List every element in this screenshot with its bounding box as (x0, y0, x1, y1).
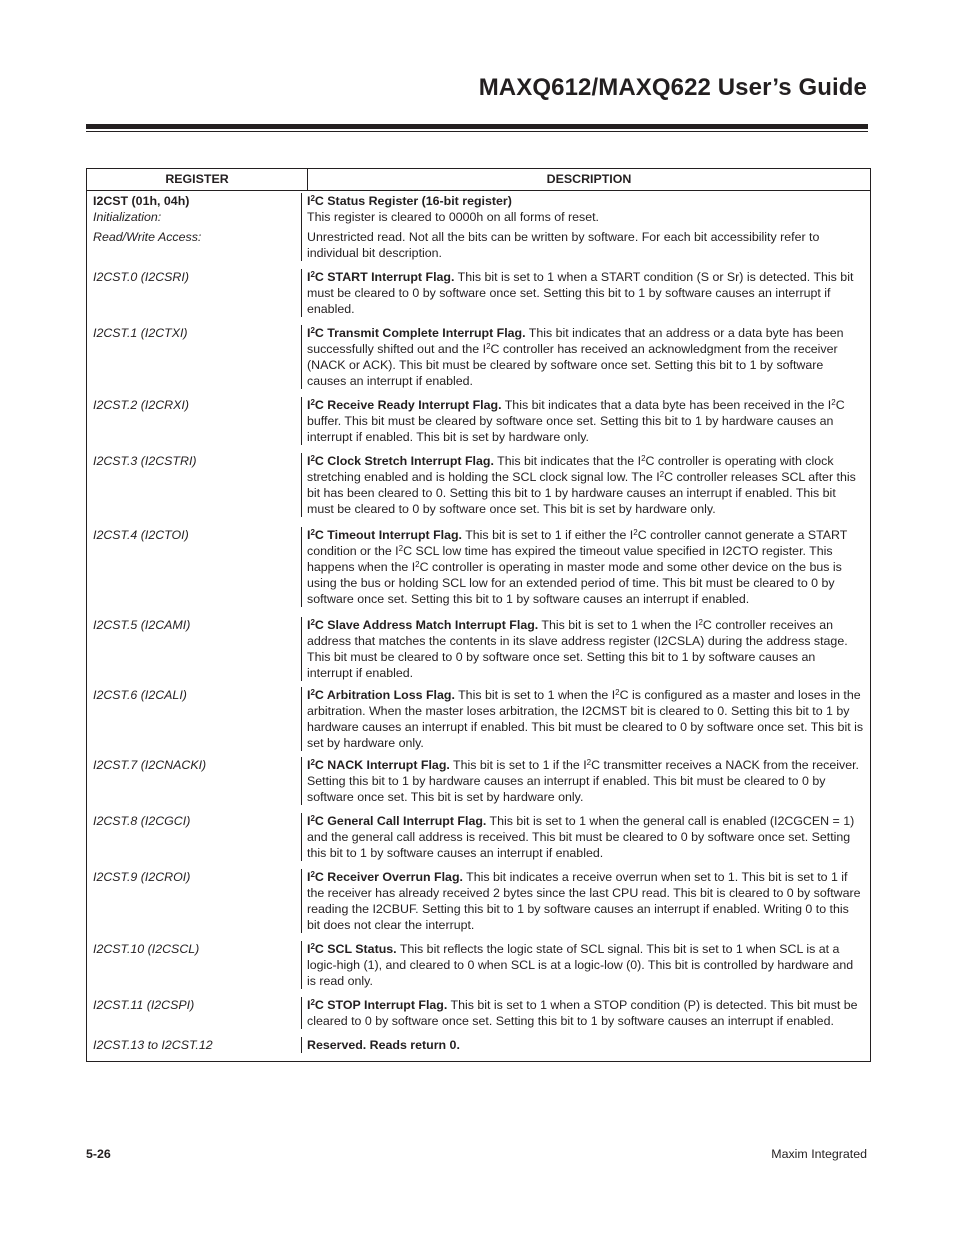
header-rule-thick (86, 124, 868, 129)
register-table (86, 168, 871, 1062)
document-title: MAXQ612/MAXQ622 User’s Guide (478, 74, 867, 101)
table-row (87, 805, 870, 861)
description-cell: $I^2C$ SCL Status. This bit reflects the logic state of SCL signal. This bit is set to 1 when SCL is at a logic-high (1), and cleared to 0 when SCL is at a logic-low (0). This bit is controlled by hardware and is read only. (307, 942, 854, 988)
table-row (87, 861, 870, 933)
table-row (87, 751, 870, 805)
description-cell: $I^2C$ General Call Interrupt Flag. This bit is set to 1 when the general call is enabled (I2CGCEN = 1) and the general call address is received. This bit must be cleared to 0 by software once set. Setting this bit to 1 by software causes an interrupt if enabled. (307, 814, 855, 860)
table-row (87, 445, 870, 517)
table-row (87, 681, 870, 751)
header-description: DESCRIPTION (546, 172, 632, 186)
register-cell: I2CST.5 (I2CAMI) (87, 617, 302, 681)
table-row (87, 389, 870, 445)
company-name: Maxim Integrated (771, 1147, 867, 1161)
register-cell: I2CST.6 (I2CALI) (87, 687, 302, 751)
table-row (87, 517, 870, 607)
register-cell: I2CST.2 (I2CRXI) (87, 397, 302, 445)
table-row (87, 261, 870, 317)
register-cell (87, 193, 302, 261)
table-header (87, 169, 870, 191)
table-row (87, 989, 870, 1029)
description-cell: $I^2C$ NACK Interrupt Flag. This bit is set to 1 if the $I^2C$ transmitter receives a NACK from the receiver. Setting this bit to 1 by hardware causes an interrupt if enabled. This bit must be cleared to 0 by software once set. This bit is set by hardware only. (307, 758, 859, 804)
description-cell: Reserved. Reads return 0. (307, 1038, 460, 1052)
initialization-text: This register is cleared to 0000h on all forms of reset. (307, 210, 600, 224)
register-cell: I2CST.1 (I2CTXI) (87, 325, 302, 389)
description-cell: $I^2C$ Receiver Overrun Flag. This bit indicates a receive overrun when set to 1. This bit is set to 1 if the receiver has already received 2 bytes since the last CPU read. This bit is cleared to 0 by software reading the I2CBUF. Setting this bit to 1 by software causes an interrupt if enabled. Writing 0 to this bit does not clear the interrupt. (307, 870, 861, 932)
register-title: $I^2C$ Status Register (16-bit register) (307, 194, 512, 208)
description-cell (302, 193, 870, 261)
register-cell: I2CST.8 (I2CGCI) (87, 813, 302, 861)
register-cell: I2CST.13 to I2CST.12 (87, 1037, 302, 1053)
header-register: REGISTER (87, 169, 308, 190)
description-cell: $I^2C$ Arbitration Loss Flag. This bit is set to 1 when the $I^2C$ is configured as a master and loses in the arbitration. When the master loses arbitration, the I2CMST bit is cleared to 0. Setting this bit to 1 by hardware causes an interrupt if enabled. This bit must be cleared to 0 by software once set. This bit is set by hardware only. (307, 688, 864, 750)
initialization-label: Initialization: (93, 210, 162, 224)
description-cell: $I^2C$ Transmit Complete Interrupt Flag. This bit indicates that an address or a data byte has been successfully shifted out and the $I^2C$ controller has received an acknowledgment from the receiver (NACK or ACK). This bit must be cleared by software once set. Setting this bit to 1 by software causes an interrupt if enabled. (307, 326, 844, 388)
description-cell: $I^2C$ START Interrupt Flag. This bit is set to 1 when a START condition (S or Sr) is detected. This bit must be cleared to 0 by software once set. Setting this bit to 1 by software causes an interrupt if enabled. (307, 270, 854, 316)
access-label: Read/Write Access: (93, 230, 202, 244)
description-cell: $I^2C$ Receive Ready Interrupt Flag. This bit indicates that a data byte has been received in the $I^2C$ buffer. This bit must be cleared by software once set. Setting this bit to 1 by hardware causes an interrupt if enabled. This bit is set by hardware only. (307, 398, 845, 444)
page-number: 5-26 (86, 1147, 111, 1161)
table-row (87, 1029, 870, 1061)
register-cell: I2CST.10 (I2CSCL) (87, 941, 302, 989)
table-row (87, 191, 870, 261)
description-cell: $I^2C$ Slave Address Match Interrupt Flag. This bit is set to 1 when the $I^2C$ controller receives an address that matches the contents in its slave address register (I2CSLA) during the address stage. This bit must be cleared to 0 by software once set. Setting this bit to 1 by software causes an interrupt if enabled. (307, 618, 848, 680)
register-cell: I2CST.3 (I2CSTRI) (87, 453, 302, 517)
table-row (87, 933, 870, 989)
access-text: Unrestricted read. Not all the bits can be written by software. For each bit accessibility refer to individual bit description. (307, 230, 820, 260)
table-row (87, 607, 870, 681)
description-cell: $I^2C$ Timeout Interrupt Flag. This bit is set to 1 if either the $I^2C$ controller cannot generate a START condition or the $I^2C$ SCL low time has expired the timeout value specified in I2CTO register. This happens when the $I^2C$ controller is operating in master mode and some other device on the bus is using the bus or holding SCL low for an extended period of time. This bit must be cleared to 0 by software once set. Setting this bit to 1 by software causes an interrupt if enabled. (307, 528, 848, 606)
register-cell: I2CST.0 (I2CSRI) (87, 269, 302, 317)
register-cell: I2CST.4 (I2CTOI) (87, 527, 302, 607)
header-rule-thin (86, 131, 868, 132)
register-cell: I2CST.9 (I2CROI) (87, 869, 302, 933)
register-name: I2CST (01h, 04h) (93, 194, 190, 208)
description-cell: $I^2C$ STOP Interrupt Flag. This bit is set to 1 when a STOP condition (P) is detected. This bit must be cleared to 0 by software once set. Setting this bit to 1 by software causes an interrupt if enabled. (307, 998, 858, 1028)
register-cell: I2CST.11 (I2CSPI) (87, 997, 302, 1029)
register-cell: I2CST.7 (I2CNACKI) (87, 757, 302, 805)
table-row (87, 317, 870, 389)
description-cell: $I^2C$ Clock Stretch Interrupt Flag. This bit indicates that the $I^2C$ controller is operating with clock stretching enabled and is holding the SCL clock signal low. The $I^2C$ controller releases SCL after this bit has been cleared to 0. Setting this bit to 1 by hardware causes an interrupt if enabled. This bit must be cleared to 0 by software once set. This bit is set by hardware only. (307, 454, 856, 516)
